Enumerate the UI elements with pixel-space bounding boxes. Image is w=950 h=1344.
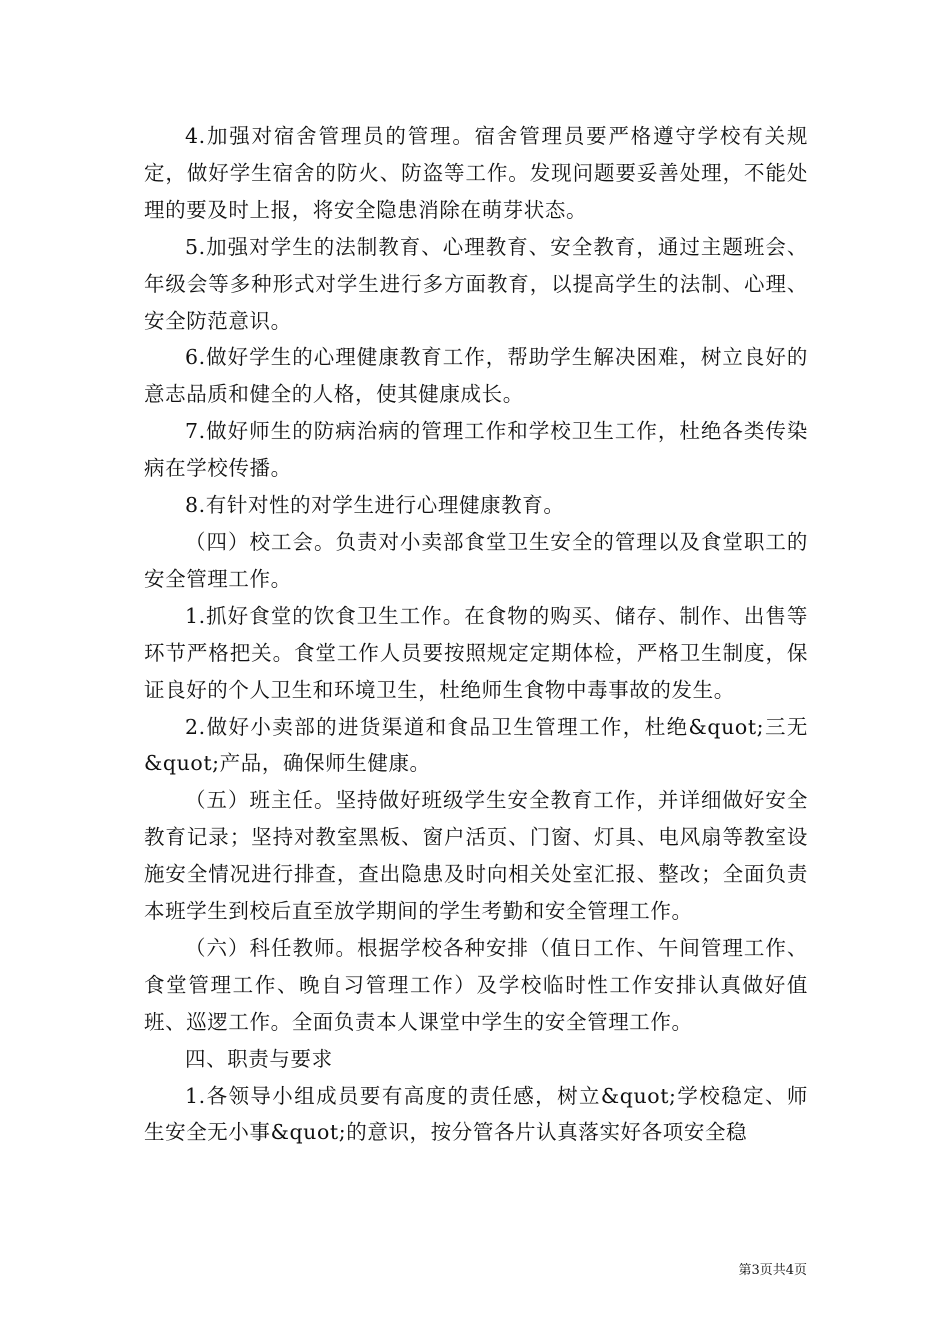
- paragraph: 5.加强对学生的法制教育、心理教育、安全教育，通过主题班会、年级会等多种形式对学生进行多方面教育，以提高学生的法制、心理、安全防范意识。: [144, 234, 808, 333]
- document-body: [144, 118, 808, 1151]
- paragraph: 8.有针对性的对学生进行心理健康教育。: [185, 493, 565, 518]
- paragraph: 1.抓好食堂的饮食卫生工作。在食物的购买、储存、制作、出售等环节严格把关。食堂工作人员要按照规定定期体检，严格卫生制度，保证良好的个人卫生和环境卫生，杜绝师生食物中毒事故的发生。: [144, 603, 808, 702]
- page-number-footer: 第3页共4页: [738, 1263, 807, 1278]
- section-heading: （五）班主任。坚持做好班级学生安全教育工作，并详细做好安全教育记录；坚持对教室黑板、窗户活页、门窗、灯具、电风扇等教室设施安全情况进行排查，查出隐患及时向相关处室汇报、整改；全面负责本班学生到校后直至放学期间的学生考勤和安全管理工作。: [144, 788, 808, 924]
- section-heading: （四）校工会。负责对小卖部食堂卫生安全的管理以及食堂职工的安全管理工作。: [144, 529, 808, 591]
- section-title: 四、职责与要求: [185, 1046, 333, 1071]
- paragraph: 4.加强对宿舍管理员的管理。宿舍管理员要严格遵守学校有关规定，做好学生宿舍的防火、防盗等工作。发现问题要妥善处理，不能处理的要及时上报，将安全隐患消除在萌芽状态。: [144, 124, 808, 222]
- paragraph: 6.做好学生的心理健康教育工作，帮助学生解决困难，树立良好的意志品质和健全的人格，使其健康成长。: [144, 345, 808, 407]
- paragraph: 2.做好小卖部的进货渠道和食品卫生管理工作，杜绝&quot;三无&quot;产品，确保师生健康。: [144, 714, 808, 776]
- paragraph: 7.做好师生的防病治病的管理工作和学校卫生工作，杜绝各类传染病在学校传播。: [144, 419, 808, 481]
- paragraph: 1.各领导小组成员要有高度的责任感，树立&quot;学校稳定、师生安全无小事&quot;的意识，按分管各片认真落实好各项安全稳: [144, 1083, 808, 1145]
- section-heading: （六）科任教师。根据学校各种安排（值日工作、午间管理工作、食堂管理工作、晚自习管理工作）及学校临时性工作安排认真做好值班、巡逻工作。全面负责本人课堂中学生的安全管理工作。: [144, 935, 808, 1034]
